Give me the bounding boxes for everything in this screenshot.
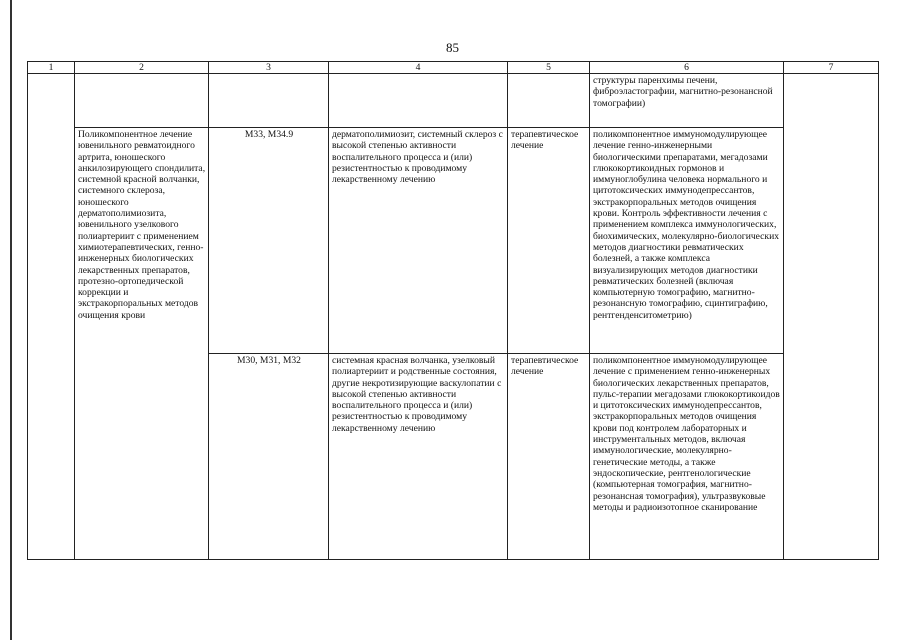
icd-codes: M33, M34.9	[209, 128, 329, 354]
column-number-5: 5	[508, 62, 590, 74]
table-row	[28, 128, 879, 354]
column-number-1: 1	[28, 62, 75, 74]
patient-model: системная красная волчанка, узелковый полиартериит и родственные состояния, другие некротизирующие васкулопатии с высокой степенью активности воспалительного процесса и (или) резистентностью к проводимому лекарственному лечению	[329, 354, 508, 560]
icd-codes: M30, M31, M32	[209, 354, 329, 560]
column-number-3: 3	[209, 62, 329, 74]
page-number: 85	[446, 40, 459, 55]
cell-col1-empty	[28, 74, 75, 560]
cell-col2-empty	[75, 74, 209, 128]
patient-model: дерматополимиозит, системный склероз с высокой степенью активности воспалительного процесса и (или) резистентностью к проводимому лекарственному лечению	[329, 128, 508, 354]
treatment-type: терапевтическое лечение	[508, 128, 590, 354]
cell-col5-empty	[508, 74, 590, 128]
continuation-treatment: структуры паренхимы печени, фиброэластографии, магнитно-резонансной томографии)	[590, 74, 784, 128]
continuation-row	[28, 74, 879, 128]
cell-col3-empty	[209, 74, 329, 128]
cell-col4-empty	[329, 74, 508, 128]
column-number-row	[28, 62, 879, 74]
treatment-description: поликомпонентное иммуномодулирующее лечение с применением генно-инженерных биологических лекарственных препаратов, пульс-терапии мегадозами глюкокортикоидов и цитотоксических иммунодепрессантов, экстракорпоральных методов очищения крови под контролем лабораторных и инструментальных методов, включая иммунологические, молекулярно-генетические методы, а также эндоскопические, рентгенологические (компьютерная томография, магнитно-резонансная томография), ультразвуковые методы и радиоизотопное сканирование	[590, 354, 784, 560]
column-number-2: 2	[75, 62, 209, 74]
medical-care-table	[27, 61, 879, 560]
page-edge-line	[10, 0, 12, 640]
cell-col7-empty	[784, 74, 879, 560]
column-number-6: 6	[590, 62, 784, 74]
column-number-4: 4	[329, 62, 508, 74]
treatment-type: терапевтическое лечение	[508, 354, 590, 560]
treatment-method: Поликомпонентное лечение ювенильного ревматоидного артрита, юношеского анкилозирующего спондилита, системной красной волчанки, системного склероза, юношеского дерматополимиозита, ювенильного узелкового полиартериит с применением химиотерапевтических, генно-инженерных биологических лекарственных препаратов, протезно-ортопедической коррекции и экстракорпоральных методов очищения крови	[75, 128, 209, 560]
column-number-7: 7	[784, 62, 879, 74]
treatment-description: поликомпонентное иммуномодулирующее лечение генно-инженерными биологическими препаратами, мегадозами глюкокортикоидных гормонов и иммуноглобулина человека нормального и цитотоксических иммунодепрессантов, экстракорпоральных методов очищения крови. Контроль эффективности лечения с применением комплекса иммунологических, биохимических, молекулярно-биологических методов диагностики ревматических болезней, а также комплекса визуализирующих методов диагностики ревматических болезней (включая компьютерную томографию, магнитно-резонансную томографию, сцинтиграфию, рентгенденситометрию)	[590, 128, 784, 354]
